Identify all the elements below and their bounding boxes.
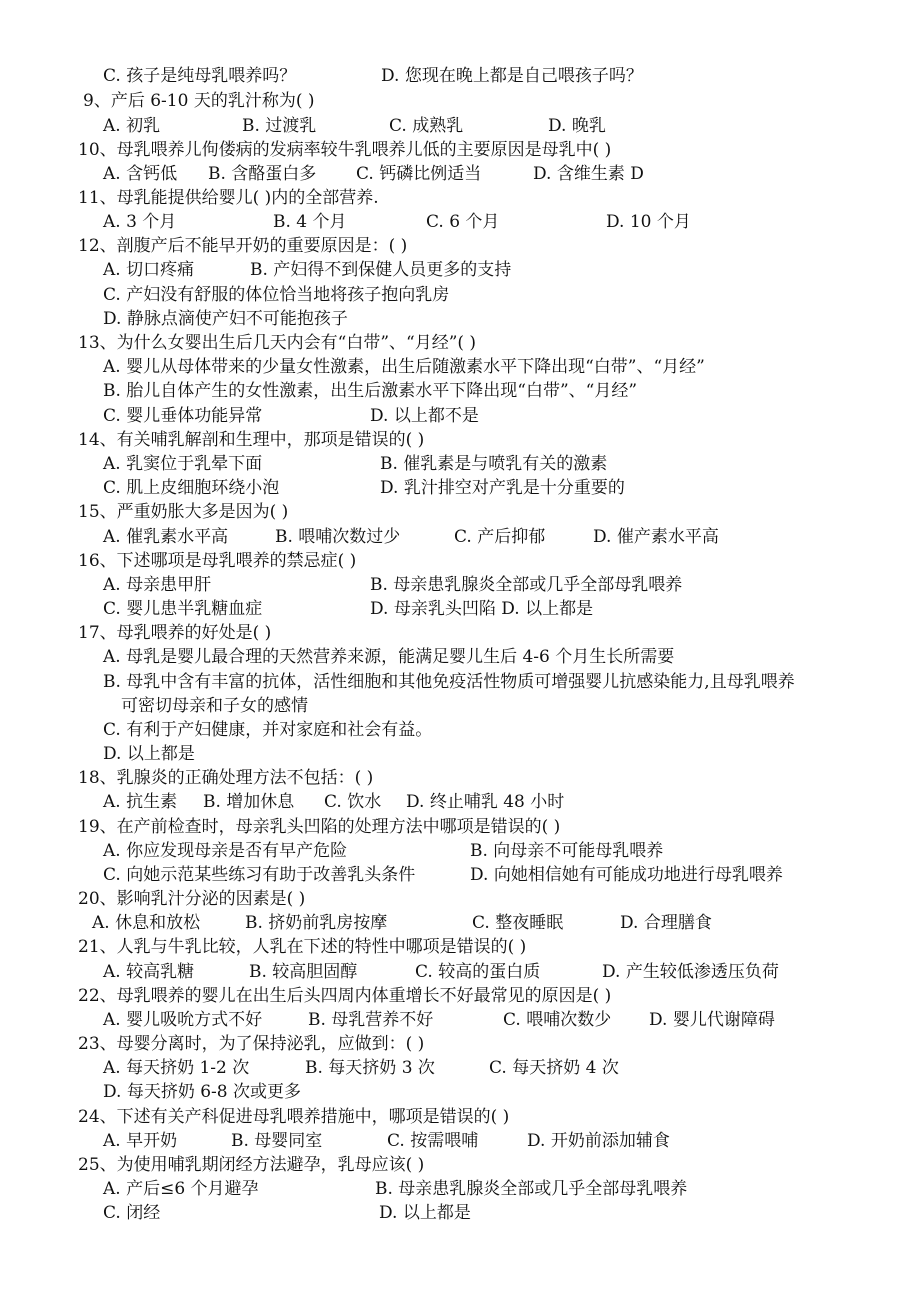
option-c: C. 婴儿患半乳糖血症 <box>103 599 263 619</box>
option-b: B. 增加休息 <box>203 792 295 812</box>
option-a: A. 婴儿从母体带来的少量女性激素，出生后随激素水平下降出现“白带”、“月经” <box>103 357 705 377</box>
question-20-stem: 20、影响乳汁分泌的因素是( ) <box>78 889 306 909</box>
option-c: C. 孩子是纯母乳喂养吗？ <box>103 66 297 86</box>
option-b: B. 催乳素是与喷乳有关的激素 <box>380 454 608 474</box>
question-11-stem: 11、母乳能提供给婴儿( )内的全部营养. <box>78 188 379 208</box>
option-d: D. 每天挤奶 6-8 次或更多 <box>103 1082 302 1102</box>
option-b: B. 母亲患乳腺炎全部或几乎全部母乳喂养 <box>375 1179 688 1199</box>
question-18-stem: 18、乳腺炎的正确处理方法不包括：( ) <box>78 768 374 788</box>
option-b: B. 每天挤奶 3 次 <box>305 1058 435 1078</box>
question-17-stem: 17、母乳喂养的好处是( ) <box>78 623 272 643</box>
option-a: A. 产后≤6 个月避孕 <box>103 1179 259 1199</box>
option-d: D. 以上都是 <box>103 744 195 764</box>
option-b: B. 挤奶前乳房按摩 <box>245 913 388 933</box>
option-a: A. 早开奶 <box>103 1131 178 1151</box>
option-c: C. 钙磷比例适当 <box>356 164 482 184</box>
option-a: A. 母亲患甲肝 <box>103 575 212 595</box>
option-b: B. 母亲患乳腺炎全部或几乎全部母乳喂养 <box>370 575 683 595</box>
option-c: C. 6 个月 <box>426 212 500 232</box>
option-c: C. 肌上皮细胞环绕小泡 <box>103 478 280 498</box>
option-c: C. 较高的蛋白质 <box>415 962 541 982</box>
question-19-stem: 19、在产前检查时，母亲乳头凹陷的处理方法中哪项是错误的( ) <box>78 817 561 837</box>
option-a: A. 乳窦位于乳晕下面 <box>103 454 263 474</box>
option-b: B. 母乳中含有丰富的抗体，活性细胞和其他免疫活性物质可增强婴儿抗感染能力,且母乳喂养 <box>103 672 795 692</box>
option-d: D. 乳汁排空对产乳是十分重要的 <box>380 478 625 498</box>
option-d: D. 开奶前添加辅食 <box>527 1131 670 1151</box>
option-a: A. 母乳是婴儿最合理的天然营养来源，能满足婴儿生后 4-6 个月生长所需要 <box>103 647 675 667</box>
option-a: A. 初乳 <box>103 116 161 136</box>
option-a: A. 较高乳糖 <box>103 962 195 982</box>
option-d: D. 母亲乳头凹陷 D. 以上都是 <box>370 599 594 619</box>
option-a: A. 婴儿吸吮方式不好 <box>103 1010 263 1030</box>
option-b: B. 母婴同室 <box>231 1131 323 1151</box>
option-d: D. 产生较低渗透压负荷 <box>602 962 779 982</box>
question-13-stem: 13、为什么女婴出生后几天内会有“白带”、“月经”( ) <box>78 333 477 353</box>
option-c: C. 有利于产妇健康，并对家庭和社会有益。 <box>103 720 433 740</box>
option-c: C. 按需喂哺 <box>387 1131 479 1151</box>
question-15-stem: 15、严重奶胀大多是因为( ) <box>78 502 289 522</box>
option-c: C. 每天挤奶 4 次 <box>489 1058 619 1078</box>
option-d: D. 合理膳食 <box>620 913 712 933</box>
option-b: B. 胎儿自体产生的女性激素，出生后激素水平下降出现“白带”、“月经” <box>103 381 638 401</box>
option-b: B. 母乳营养不好 <box>308 1010 434 1030</box>
option-c: C. 产后抑郁 <box>454 527 546 547</box>
option-b: B. 过渡乳 <box>242 116 317 136</box>
question-14-stem: 14、有关哺乳解剖和生理中，那项是错误的( ) <box>78 430 425 450</box>
option-b: B. 产妇得不到保健人员更多的支持 <box>250 260 512 280</box>
question-16-stem: 16、下述哪项是母乳喂养的禁忌症( ) <box>78 551 357 571</box>
option-c: C. 闭经 <box>103 1203 161 1223</box>
option-b-continued: 可密切母亲和子女的感情 <box>121 696 308 716</box>
option-a: A. 抗生素 <box>103 792 178 812</box>
question-12-stem: 12、剖腹产后不能早开奶的重要原因是：( ) <box>78 236 408 256</box>
option-c: C. 产妇没有舒服的体位恰当地将孩子抱向乳房 <box>103 285 450 305</box>
question-25-stem: 25、为使用哺乳期闭经方法避孕，乳母应该( ) <box>78 1155 425 1175</box>
option-a: A. 3 个月 <box>103 212 177 232</box>
option-a: A. 切口疼痛 <box>103 260 195 280</box>
option-d: D. 含维生素 D <box>533 164 644 184</box>
option-d: D. 静脉点滴使产妇不可能抱孩子 <box>103 309 348 329</box>
option-a: A. 含钙低 <box>103 164 178 184</box>
question-21-stem: 21、人乳与牛乳比较，人乳在下述的特性中哪项是错误的( ) <box>78 937 527 957</box>
option-c: C. 饮水 <box>324 792 382 812</box>
option-d: D. 向她相信她有可能成功地进行母乳喂养 <box>470 865 783 885</box>
option-d: D. 终止哺乳 48 小时 <box>406 792 565 812</box>
question-9-stem: 9、产后 6-10 天的乳汁称为( ) <box>83 91 315 111</box>
option-c: C. 整夜睡眠 <box>472 913 564 933</box>
option-c: C. 向她示范某些练习有助于改善乳头条件 <box>103 865 416 885</box>
option-c: C. 成熟乳 <box>389 116 464 136</box>
question-10-stem: 10、母乳喂养儿佝偻病的发病率较牛乳喂养儿低的主要原因是母乳中( ) <box>78 140 612 160</box>
option-d: D. 晚乳 <box>548 116 606 136</box>
option-b: B. 喂哺次数过少 <box>275 527 401 547</box>
option-a: A. 休息和放松 <box>92 913 201 933</box>
option-c: C. 喂哺次数少 <box>503 1010 612 1030</box>
option-d: D. 婴儿代谢障碍 <box>649 1010 775 1030</box>
option-a: A. 每天挤奶 1-2 次 <box>103 1058 250 1078</box>
option-d: D. 催产素水平高 <box>593 527 719 547</box>
option-b: B. 4 个月 <box>273 212 347 232</box>
option-c: C. 婴儿垂体功能异常 <box>103 406 263 426</box>
option-d: D. 以上都不是 <box>370 406 479 426</box>
option-a: A. 你应发现母亲是否有早产危险 <box>103 841 348 861</box>
question-22-stem: 22、母乳喂养的婴儿在出生后头四周内体重增长不好最常见的原因是( ) <box>78 986 612 1006</box>
option-d: D. 以上都是 <box>379 1203 471 1223</box>
option-b: B. 含酪蛋白多 <box>208 164 317 184</box>
option-b: B. 向母亲不可能母乳喂养 <box>470 841 664 861</box>
question-24-stem: 24、下述有关产科促进母乳喂养措施中，哪项是错误的( ) <box>78 1107 510 1127</box>
option-d: D. 10 个月 <box>606 212 691 232</box>
option-d: D. 您现在晚上都是自己喂孩子吗？ <box>381 66 643 86</box>
option-b: B. 较高胆固醇 <box>249 962 358 982</box>
option-a: A. 催乳素水平高 <box>103 527 229 547</box>
question-23-stem: 23、母婴分离时，为了保持泌乳，应做到：( ) <box>78 1034 425 1054</box>
